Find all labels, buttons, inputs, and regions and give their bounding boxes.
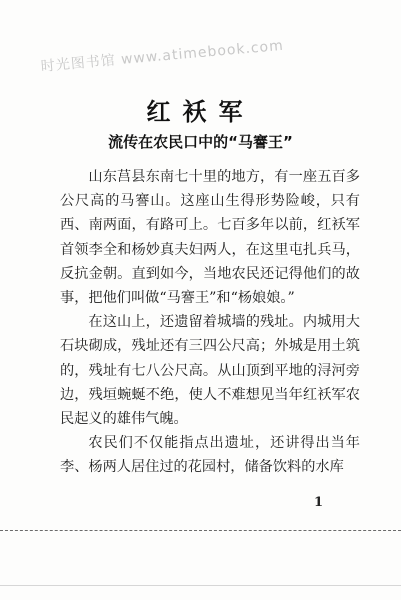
scan-edge-line xyxy=(0,585,401,586)
chapter-title: 红袄军 xyxy=(146,98,255,126)
watermark: 时光图书馆 www.atimebook.com xyxy=(40,37,285,75)
page-number: 1 xyxy=(314,495,324,510)
chapter-subtitle: 流传在农民口中的“马謇王” xyxy=(108,133,293,151)
paragraph: 山东莒县东南七十里的地方，有一座五百多公尺高的马謇山。这座山生得形势险峻，只有西、南两面，有路可上。七百多年以前，红袄军首领李全和杨妙真夫妇两人，在这里屯扎兵马，反抗金朝。直到如今，当地农民还记得他们的故事，把他们叫做“马謇王”和“杨娘娘。” xyxy=(60,169,360,307)
page-bottom-rule xyxy=(0,530,401,531)
body-text xyxy=(60,165,360,480)
paragraph: 在这山上，还遗留着城墙的残址。内城用大石块砌成，残址还有三四公尺高；外城是用土筑的，残址有七八公尺高。从山顶到平地的浔河旁边，残垣蜿蜒不绝，使人不难想见当年红袄军农民起义的雄伟气魄。 xyxy=(60,314,360,428)
paragraph: 农民们不仅能指点出遗址，还讲得出当年李、杨两人居住过的花园村，储备饮料的水库 xyxy=(60,435,360,476)
